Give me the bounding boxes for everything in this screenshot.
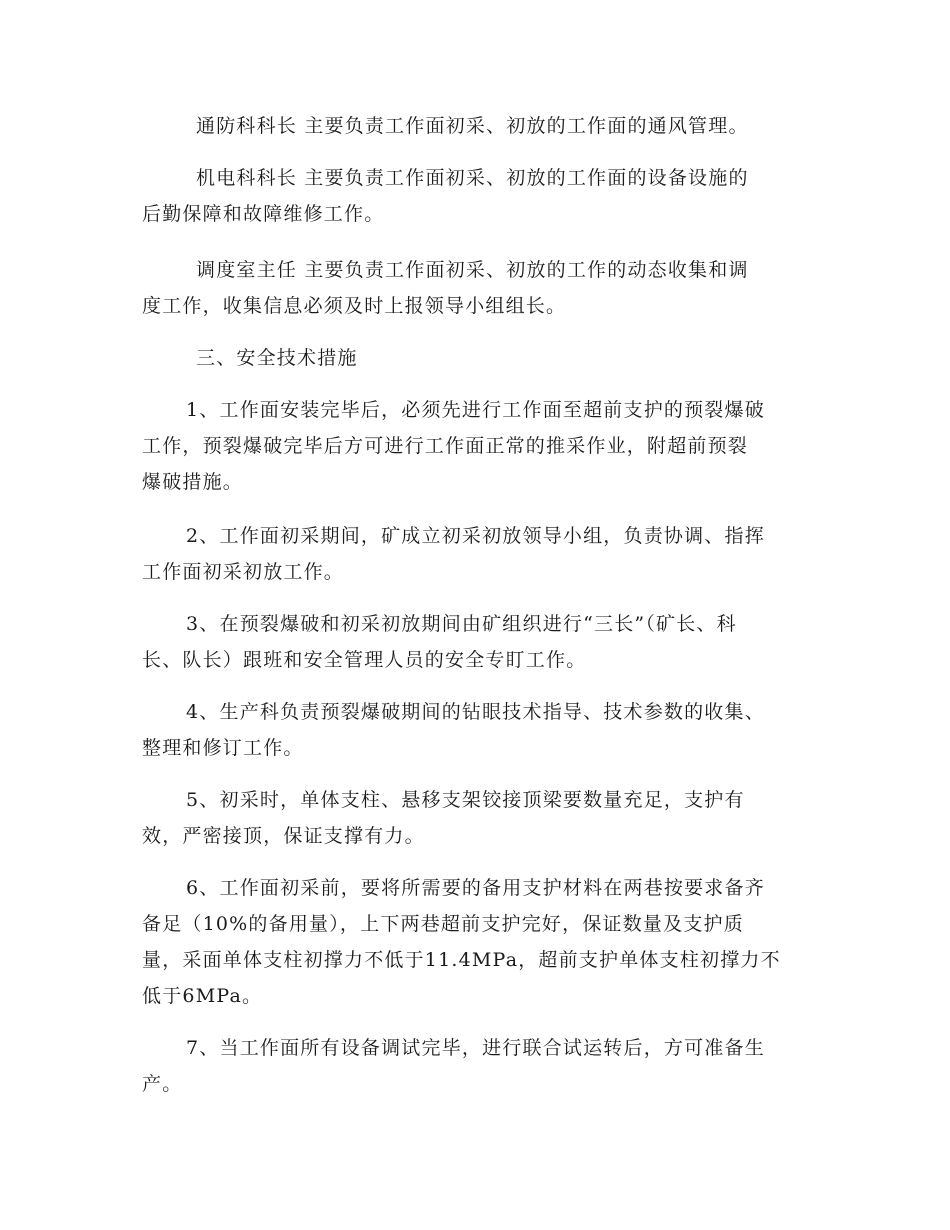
paragraph-line: 调度室主任 主要负责工作面初采、初放的工作的动态收集和调	[196, 259, 749, 281]
paragraph-line: 机电科科长 主要负责工作面初采、初放的工作面的设备设施的	[196, 167, 749, 189]
paragraph-line: 整理和修订工作。	[142, 737, 304, 759]
paragraph-line: 低于6MPa。	[142, 985, 263, 1007]
paragraph-line: 度工作，收集信息必须及时上报领导小组组长。	[142, 295, 567, 317]
paragraph-line: 1、工作面安装完毕后，必须先进行工作面至超前支护的预裂爆破	[186, 399, 765, 421]
paragraph-line: 2、工作面初采期间，矿成立初采初放领导小组，负责协调、指挥	[186, 525, 765, 547]
paragraph-line: 6、工作面初采前，要将所需要的备用支护材料在两巷按要求备齐	[186, 877, 765, 899]
paragraph-line: 4、生产科负责预裂爆破期间的钻眼技术指导、技术参数的收集、	[186, 701, 765, 723]
section-heading: 三、安全技术措施	[196, 347, 358, 369]
paragraph-line: 7、当工作面所有设备调试完毕，进行联合试运转后，方可准备生	[186, 1037, 765, 1059]
paragraph-line: 产。	[142, 1073, 183, 1095]
paragraph-line: 效，严密接顶，保证支撑有力。	[142, 825, 425, 847]
paragraph-line: 备足（10%的备用量），上下两巷超前支护完好，保证数量及支护质	[142, 913, 744, 935]
paragraph-line: 5、初采时，单体支柱、悬移支架铰接顶梁要数量充足，支护有	[186, 789, 745, 811]
paragraph-line: 3、在预裂爆破和初采初放期间由矿组织进行“三长”（矿长、科	[186, 613, 737, 635]
paragraph-line: 工作，预裂爆破完毕后方可进行工作面正常的推采作业，附超前预裂	[142, 435, 749, 457]
paragraph-line: 爆破措施。	[142, 471, 244, 493]
paragraph-line: 通防科科长 主要负责工作面初采、初放的工作面的通风管理。	[196, 115, 749, 137]
paragraph-line: 后勤保障和故障维修工作。	[142, 203, 385, 225]
paragraph-line: 工作面初采初放工作。	[142, 561, 345, 583]
paragraph-line: 长、队长）跟班和安全管理人员的安全专盯工作。	[142, 649, 587, 671]
paragraph-line: 量，采面单体支柱初撑力不低于11.4MPa，超前支护单体支柱初撑力不	[142, 949, 781, 971]
